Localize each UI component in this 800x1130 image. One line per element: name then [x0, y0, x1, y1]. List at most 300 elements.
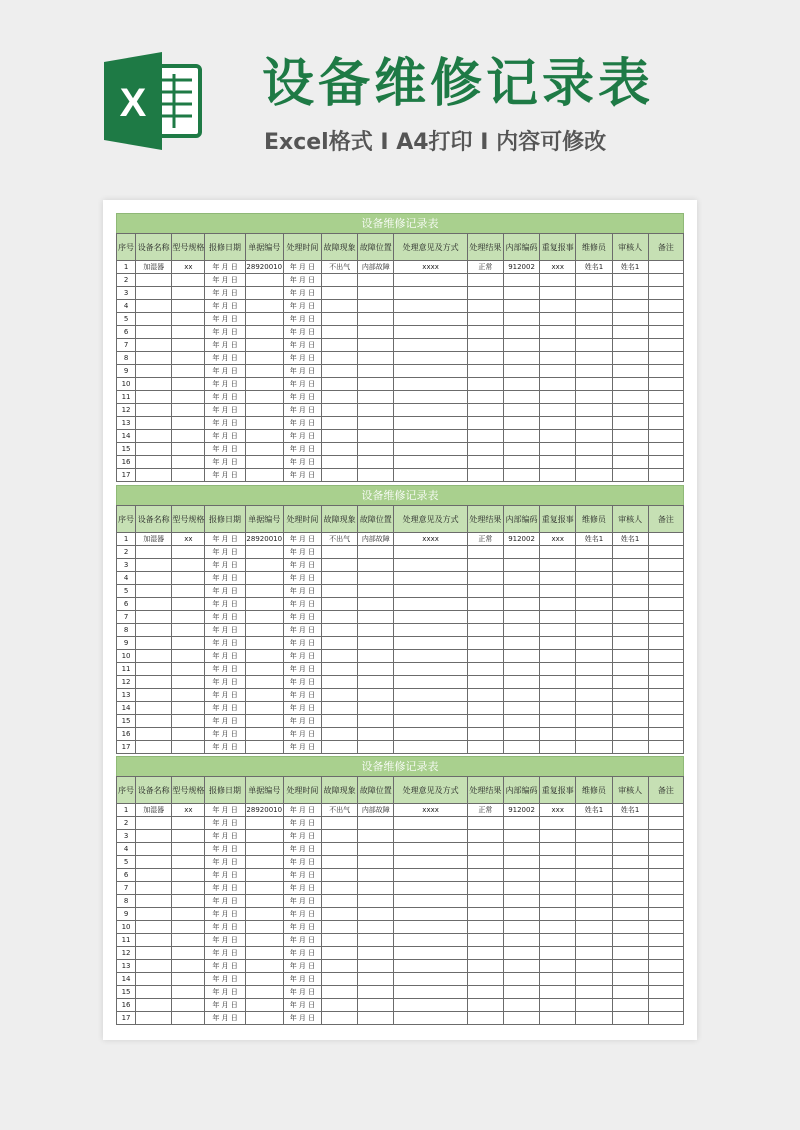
- table-cell[interactable]: [648, 1012, 683, 1025]
- table-cell[interactable]: [467, 339, 503, 352]
- table-cell[interactable]: [503, 274, 539, 287]
- table-cell[interactable]: [136, 999, 172, 1012]
- table-cell[interactable]: [648, 741, 683, 754]
- table-cell[interactable]: [540, 624, 576, 637]
- table-cell[interactable]: [648, 378, 683, 391]
- table-cell[interactable]: [612, 973, 648, 986]
- table-cell[interactable]: 11: [117, 663, 136, 676]
- table-cell[interactable]: [358, 456, 394, 469]
- table-cell[interactable]: 5: [117, 313, 136, 326]
- table-cell[interactable]: [136, 339, 172, 352]
- table-cell[interactable]: [540, 274, 576, 287]
- table-cell[interactable]: [540, 611, 576, 624]
- table-cell[interactable]: 姓名1: [576, 804, 612, 817]
- table-cell[interactable]: 年 月 日: [283, 817, 321, 830]
- table-cell[interactable]: 年 月 日: [283, 378, 321, 391]
- table-cell[interactable]: [467, 611, 503, 624]
- table-cell[interactable]: [322, 585, 358, 598]
- table-cell[interactable]: [503, 326, 539, 339]
- table-cell[interactable]: 不出气: [322, 804, 358, 817]
- table-cell[interactable]: [503, 843, 539, 856]
- table-cell[interactable]: [245, 417, 283, 430]
- table-cell[interactable]: [394, 830, 467, 843]
- table-cell[interactable]: [172, 921, 205, 934]
- table-cell[interactable]: [136, 598, 172, 611]
- table-cell[interactable]: [467, 715, 503, 728]
- table-cell[interactable]: [322, 882, 358, 895]
- table-cell[interactable]: [467, 728, 503, 741]
- table-cell[interactable]: [245, 921, 283, 934]
- table-cell[interactable]: 正常: [467, 533, 503, 546]
- table-cell[interactable]: 8: [117, 624, 136, 637]
- table-cell[interactable]: 4: [117, 300, 136, 313]
- table-cell[interactable]: 年 月 日: [205, 973, 245, 986]
- table-cell[interactable]: [576, 1012, 612, 1025]
- table-cell[interactable]: [576, 663, 612, 676]
- table-cell[interactable]: [576, 287, 612, 300]
- table-cell[interactable]: [136, 313, 172, 326]
- table-cell[interactable]: 年 月 日: [283, 741, 321, 754]
- table-cell[interactable]: [172, 663, 205, 676]
- table-cell[interactable]: [467, 352, 503, 365]
- table-cell[interactable]: 28920010: [245, 261, 283, 274]
- table-cell[interactable]: [612, 572, 648, 585]
- table-cell[interactable]: [172, 741, 205, 754]
- table-cell[interactable]: [358, 598, 394, 611]
- table-cell[interactable]: [612, 456, 648, 469]
- table-cell[interactable]: [503, 365, 539, 378]
- table-cell[interactable]: [322, 921, 358, 934]
- table-cell[interactable]: 年 月 日: [283, 585, 321, 598]
- table-cell[interactable]: 16: [117, 999, 136, 1012]
- table-cell[interactable]: [612, 443, 648, 456]
- table-cell[interactable]: [576, 469, 612, 482]
- table-cell[interactable]: [540, 999, 576, 1012]
- table-cell[interactable]: 年 月 日: [205, 469, 245, 482]
- table-cell[interactable]: [394, 999, 467, 1012]
- table-cell[interactable]: [612, 986, 648, 999]
- table-cell[interactable]: [540, 469, 576, 482]
- table-cell[interactable]: [245, 934, 283, 947]
- table-cell[interactable]: [136, 326, 172, 339]
- table-cell[interactable]: 13: [117, 960, 136, 973]
- table-cell[interactable]: 年 月 日: [283, 572, 321, 585]
- table-cell[interactable]: [322, 274, 358, 287]
- table-cell[interactable]: 年 月 日: [205, 882, 245, 895]
- table-cell[interactable]: [503, 559, 539, 572]
- table-cell[interactable]: [394, 430, 467, 443]
- table-cell[interactable]: [245, 817, 283, 830]
- table-cell[interactable]: [503, 456, 539, 469]
- table-cell[interactable]: [612, 830, 648, 843]
- table-cell[interactable]: [540, 650, 576, 663]
- table-cell[interactable]: [245, 1012, 283, 1025]
- table-cell[interactable]: [576, 430, 612, 443]
- table-cell[interactable]: 姓名1: [612, 804, 648, 817]
- table-cell[interactable]: [648, 934, 683, 947]
- table-cell[interactable]: [612, 882, 648, 895]
- table-cell[interactable]: [576, 611, 612, 624]
- table-cell[interactable]: 年 月 日: [283, 274, 321, 287]
- table-cell[interactable]: [245, 572, 283, 585]
- table-cell[interactable]: 6: [117, 326, 136, 339]
- table-cell[interactable]: [322, 869, 358, 882]
- table-cell[interactable]: [172, 378, 205, 391]
- table-cell[interactable]: [612, 728, 648, 741]
- table-cell[interactable]: [358, 934, 394, 947]
- table-cell[interactable]: [245, 741, 283, 754]
- table-cell[interactable]: 年 月 日: [205, 689, 245, 702]
- table-cell[interactable]: [612, 663, 648, 676]
- table-cell[interactable]: [322, 817, 358, 830]
- table-cell[interactable]: [172, 598, 205, 611]
- table-cell[interactable]: [322, 741, 358, 754]
- table-cell[interactable]: [467, 456, 503, 469]
- table-cell[interactable]: [394, 908, 467, 921]
- table-cell[interactable]: [245, 326, 283, 339]
- table-cell[interactable]: [540, 973, 576, 986]
- table-cell[interactable]: [648, 624, 683, 637]
- table-cell[interactable]: [612, 702, 648, 715]
- table-cell[interactable]: [540, 882, 576, 895]
- table-cell[interactable]: [358, 999, 394, 1012]
- table-cell[interactable]: 16: [117, 456, 136, 469]
- table-cell[interactable]: 15: [117, 443, 136, 456]
- table-cell[interactable]: [394, 443, 467, 456]
- table-cell[interactable]: [648, 895, 683, 908]
- table-cell[interactable]: 内部故障: [358, 261, 394, 274]
- table-cell[interactable]: [394, 391, 467, 404]
- table-cell[interactable]: 年 月 日: [205, 287, 245, 300]
- table-cell[interactable]: [358, 895, 394, 908]
- table-cell[interactable]: [358, 469, 394, 482]
- table-cell[interactable]: 年 月 日: [283, 689, 321, 702]
- table-cell[interactable]: 28920010: [245, 804, 283, 817]
- table-cell[interactable]: [648, 986, 683, 999]
- table-cell[interactable]: [245, 339, 283, 352]
- table-cell[interactable]: [394, 715, 467, 728]
- table-cell[interactable]: 年 月 日: [205, 817, 245, 830]
- table-cell[interactable]: [540, 960, 576, 973]
- table-cell[interactable]: [245, 856, 283, 869]
- table-cell[interactable]: 12: [117, 676, 136, 689]
- table-cell[interactable]: [503, 817, 539, 830]
- table-cell[interactable]: [467, 546, 503, 559]
- table-cell[interactable]: 1: [117, 261, 136, 274]
- table-cell[interactable]: 年 月 日: [283, 637, 321, 650]
- table-cell[interactable]: [136, 572, 172, 585]
- table-cell[interactable]: [576, 908, 612, 921]
- table-cell[interactable]: 年 月 日: [283, 313, 321, 326]
- table-cell[interactable]: 年 月 日: [283, 469, 321, 482]
- table-cell[interactable]: 年 月 日: [205, 404, 245, 417]
- table-cell[interactable]: [467, 572, 503, 585]
- table-cell[interactable]: [467, 947, 503, 960]
- table-cell[interactable]: 年 月 日: [283, 973, 321, 986]
- table-cell[interactable]: [322, 947, 358, 960]
- table-cell[interactable]: [503, 999, 539, 1012]
- table-cell[interactable]: 12: [117, 947, 136, 960]
- table-cell[interactable]: [136, 404, 172, 417]
- table-cell[interactable]: [245, 404, 283, 417]
- table-cell[interactable]: [576, 546, 612, 559]
- table-cell[interactable]: [322, 689, 358, 702]
- table-cell[interactable]: [648, 715, 683, 728]
- table-cell[interactable]: [576, 274, 612, 287]
- table-cell[interactable]: [358, 637, 394, 650]
- table-cell[interactable]: [136, 921, 172, 934]
- table-cell[interactable]: [394, 378, 467, 391]
- table-cell[interactable]: 年 月 日: [205, 650, 245, 663]
- table-cell[interactable]: [503, 313, 539, 326]
- table-cell[interactable]: [172, 702, 205, 715]
- table-cell[interactable]: [322, 986, 358, 999]
- table-cell[interactable]: [503, 637, 539, 650]
- table-cell[interactable]: [503, 339, 539, 352]
- table-cell[interactable]: [576, 637, 612, 650]
- table-cell[interactable]: 年 月 日: [205, 598, 245, 611]
- table-cell[interactable]: 年 月 日: [283, 1012, 321, 1025]
- table-cell[interactable]: [322, 973, 358, 986]
- table-cell[interactable]: [172, 986, 205, 999]
- table-cell[interactable]: [172, 611, 205, 624]
- table-cell[interactable]: 年 月 日: [283, 715, 321, 728]
- table-cell[interactable]: [612, 895, 648, 908]
- table-cell[interactable]: [245, 365, 283, 378]
- table-cell[interactable]: [394, 856, 467, 869]
- table-cell[interactable]: [467, 559, 503, 572]
- table-cell[interactable]: [245, 598, 283, 611]
- table-cell[interactable]: [648, 287, 683, 300]
- table-cell[interactable]: 1: [117, 804, 136, 817]
- table-cell[interactable]: 年 月 日: [283, 404, 321, 417]
- table-cell[interactable]: [245, 986, 283, 999]
- table-cell[interactable]: [245, 830, 283, 843]
- table-cell[interactable]: [612, 469, 648, 482]
- table-cell[interactable]: 年 月 日: [283, 947, 321, 960]
- table-cell[interactable]: 年 月 日: [283, 676, 321, 689]
- table-cell[interactable]: 内部故障: [358, 804, 394, 817]
- table-cell[interactable]: [172, 624, 205, 637]
- table-cell[interactable]: 年 月 日: [283, 611, 321, 624]
- table-cell[interactable]: [172, 339, 205, 352]
- table-cell[interactable]: 年 月 日: [283, 921, 321, 934]
- table-cell[interactable]: [172, 469, 205, 482]
- table-cell[interactable]: [245, 895, 283, 908]
- table-cell[interactable]: 11: [117, 391, 136, 404]
- table-cell[interactable]: [503, 650, 539, 663]
- table-cell[interactable]: [322, 404, 358, 417]
- table-cell[interactable]: [540, 637, 576, 650]
- table-cell[interactable]: 年 月 日: [205, 378, 245, 391]
- table-cell[interactable]: 年 月 日: [283, 546, 321, 559]
- table-cell[interactable]: 3: [117, 830, 136, 843]
- table-cell[interactable]: [358, 830, 394, 843]
- table-cell[interactable]: [503, 830, 539, 843]
- table-cell[interactable]: [322, 339, 358, 352]
- table-cell[interactable]: [503, 921, 539, 934]
- table-cell[interactable]: [540, 663, 576, 676]
- table-cell[interactable]: [467, 921, 503, 934]
- table-cell[interactable]: 年 月 日: [205, 300, 245, 313]
- table-cell[interactable]: [358, 391, 394, 404]
- table-cell[interactable]: 年 月 日: [283, 365, 321, 378]
- table-cell[interactable]: [172, 287, 205, 300]
- table-cell[interactable]: [245, 430, 283, 443]
- table-cell[interactable]: [576, 559, 612, 572]
- table-cell[interactable]: [136, 456, 172, 469]
- table-cell[interactable]: 年 月 日: [205, 546, 245, 559]
- table-cell[interactable]: [648, 843, 683, 856]
- table-cell[interactable]: [245, 676, 283, 689]
- table-cell[interactable]: [540, 572, 576, 585]
- table-cell[interactable]: [394, 611, 467, 624]
- table-cell[interactable]: [467, 274, 503, 287]
- table-cell[interactable]: [172, 572, 205, 585]
- table-cell[interactable]: [467, 1012, 503, 1025]
- table-cell[interactable]: [322, 830, 358, 843]
- table-cell[interactable]: [576, 895, 612, 908]
- table-cell[interactable]: [612, 546, 648, 559]
- table-cell[interactable]: [648, 417, 683, 430]
- table-cell[interactable]: [576, 352, 612, 365]
- table-cell[interactable]: [358, 715, 394, 728]
- table-cell[interactable]: [358, 689, 394, 702]
- table-cell[interactable]: [612, 287, 648, 300]
- table-cell[interactable]: [648, 469, 683, 482]
- table-cell[interactable]: [540, 817, 576, 830]
- table-cell[interactable]: 年 月 日: [205, 274, 245, 287]
- table-cell[interactable]: 年 月 日: [205, 365, 245, 378]
- table-cell[interactable]: [576, 300, 612, 313]
- table-cell[interactable]: [245, 999, 283, 1012]
- table-cell[interactable]: [540, 598, 576, 611]
- table-cell[interactable]: xx: [172, 804, 205, 817]
- table-cell[interactable]: [576, 443, 612, 456]
- table-cell[interactable]: [245, 869, 283, 882]
- table-cell[interactable]: [503, 300, 539, 313]
- table-cell[interactable]: [467, 417, 503, 430]
- table-cell[interactable]: [576, 404, 612, 417]
- table-cell[interactable]: [503, 728, 539, 741]
- table-cell[interactable]: 13: [117, 689, 136, 702]
- table-cell[interactable]: [576, 856, 612, 869]
- table-cell[interactable]: 年 月 日: [283, 559, 321, 572]
- table-cell[interactable]: [540, 895, 576, 908]
- table-cell[interactable]: [467, 702, 503, 715]
- table-cell[interactable]: [358, 960, 394, 973]
- table-cell[interactable]: [245, 300, 283, 313]
- table-cell[interactable]: [136, 378, 172, 391]
- table-cell[interactable]: [612, 378, 648, 391]
- table-cell[interactable]: [394, 326, 467, 339]
- table-cell[interactable]: [245, 391, 283, 404]
- table-cell[interactable]: [612, 869, 648, 882]
- table-cell[interactable]: [648, 817, 683, 830]
- table-cell[interactable]: [576, 702, 612, 715]
- table-cell[interactable]: [467, 326, 503, 339]
- table-cell[interactable]: [648, 339, 683, 352]
- table-cell[interactable]: [540, 689, 576, 702]
- table-cell[interactable]: [172, 546, 205, 559]
- table-cell[interactable]: [467, 986, 503, 999]
- table-cell[interactable]: [612, 715, 648, 728]
- table-cell[interactable]: [322, 715, 358, 728]
- table-cell[interactable]: [540, 856, 576, 869]
- table-cell[interactable]: [172, 843, 205, 856]
- table-cell[interactable]: xxx: [540, 261, 576, 274]
- table-cell[interactable]: [136, 676, 172, 689]
- table-cell[interactable]: xxxx: [394, 533, 467, 546]
- table-cell[interactable]: [322, 728, 358, 741]
- table-cell[interactable]: [322, 469, 358, 482]
- table-cell[interactable]: [322, 624, 358, 637]
- table-cell[interactable]: [136, 830, 172, 843]
- table-cell[interactable]: [245, 443, 283, 456]
- table-cell[interactable]: [136, 559, 172, 572]
- table-cell[interactable]: [467, 908, 503, 921]
- table-cell[interactable]: [540, 391, 576, 404]
- table-cell[interactable]: [648, 960, 683, 973]
- table-cell[interactable]: [245, 947, 283, 960]
- table-cell[interactable]: [136, 663, 172, 676]
- table-cell[interactable]: [648, 443, 683, 456]
- table-cell[interactable]: [394, 663, 467, 676]
- table-cell[interactable]: [136, 287, 172, 300]
- table-cell[interactable]: [358, 650, 394, 663]
- table-cell[interactable]: [540, 843, 576, 856]
- table-cell[interactable]: [322, 287, 358, 300]
- table-cell[interactable]: [648, 533, 683, 546]
- table-cell[interactable]: [612, 274, 648, 287]
- table-cell[interactable]: [467, 430, 503, 443]
- table-cell[interactable]: [136, 469, 172, 482]
- table-cell[interactable]: [648, 999, 683, 1012]
- table-cell[interactable]: [467, 637, 503, 650]
- table-cell[interactable]: [503, 676, 539, 689]
- table-cell[interactable]: [648, 559, 683, 572]
- table-cell[interactable]: 年 月 日: [283, 430, 321, 443]
- table-cell[interactable]: [612, 934, 648, 947]
- table-cell[interactable]: [394, 624, 467, 637]
- table-cell[interactable]: [576, 999, 612, 1012]
- table-cell[interactable]: [467, 598, 503, 611]
- table-cell[interactable]: [322, 352, 358, 365]
- table-cell[interactable]: 年 月 日: [205, 339, 245, 352]
- table-cell[interactable]: xxxx: [394, 261, 467, 274]
- table-cell[interactable]: [394, 559, 467, 572]
- table-cell[interactable]: [358, 986, 394, 999]
- table-cell[interactable]: [503, 895, 539, 908]
- table-cell[interactable]: [612, 843, 648, 856]
- table-cell[interactable]: [394, 843, 467, 856]
- table-cell[interactable]: [136, 650, 172, 663]
- table-cell[interactable]: 13: [117, 417, 136, 430]
- table-cell[interactable]: [136, 391, 172, 404]
- table-cell[interactable]: [358, 339, 394, 352]
- table-cell[interactable]: xx: [172, 261, 205, 274]
- table-cell[interactable]: [467, 391, 503, 404]
- table-cell[interactable]: [322, 960, 358, 973]
- table-cell[interactable]: [172, 895, 205, 908]
- table-cell[interactable]: [576, 326, 612, 339]
- table-cell[interactable]: 年 月 日: [283, 339, 321, 352]
- table-cell[interactable]: [540, 715, 576, 728]
- table-cell[interactable]: [245, 313, 283, 326]
- table-cell[interactable]: [394, 313, 467, 326]
- table-cell[interactable]: [467, 378, 503, 391]
- table-cell[interactable]: [612, 391, 648, 404]
